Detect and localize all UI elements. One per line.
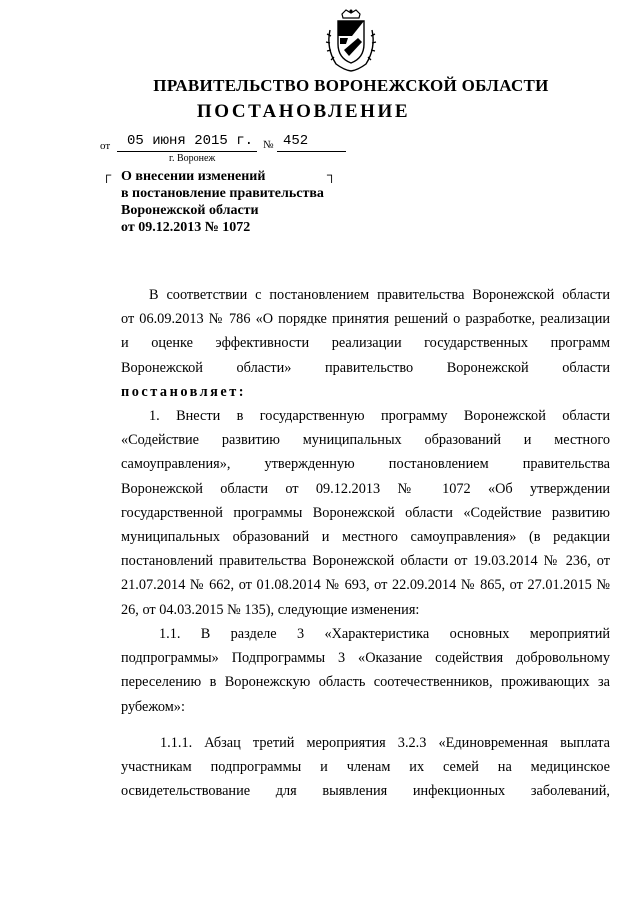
text-line: переселению в Воронежскую область соотечественников, проживающих за: [121, 674, 610, 691]
date-prefix: от: [100, 140, 111, 152]
document-type-title: ПОСТАНОВЛЕНИЕ: [196, 101, 411, 122]
text-line: 26, от 04.03.2015 № 135), следующие изменения:: [121, 601, 420, 618]
text-line: 21.07.2014 № 662, от 01.08.2014 № 693, от 22.09.2014 № 865, от 27.01.2015 №: [121, 577, 610, 594]
subject-line: О внесении изменений: [121, 169, 266, 184]
text-line: «Содействие развитию муниципальных образований и местного: [121, 432, 610, 449]
point-1-1-paragraph: [121, 622, 610, 719]
document-subject: [121, 168, 324, 236]
text-line: и оценке эффективности реализации государственных программ: [121, 335, 610, 352]
number-prefix: №: [263, 139, 274, 151]
bracket-corner-left: ┌: [102, 167, 112, 182]
text-line: 1.1.1. Абзац третий мероприятия 3.2.3 «Единовременная выплата: [160, 735, 610, 751]
text-line: В соответствии с постановлением правительства Воронежской области: [149, 287, 610, 303]
coat-of-arms-emblem: [322, 8, 380, 74]
text-line: 1. Внести в государственную программу Воронежской области: [149, 408, 610, 424]
point-1-1-1-paragraph: [121, 731, 610, 804]
text-line: самоуправления», утвержденную постановлением правительства: [121, 456, 610, 473]
text-line: подпрограммы» Подпрограммы 3 «Оказание содействия добровольному: [121, 650, 610, 667]
text-line: освидетельствование для выявления инфекционных заболеваний,: [121, 783, 610, 800]
text-line: участникам подпрограммы и членам их семей на медицинское: [121, 759, 610, 776]
point-1-paragraph: [121, 404, 610, 622]
text-line: Воронежской области» правительство Воронежской области: [121, 359, 610, 376]
text-line: муниципальных образований и местного самоуправления» (в редакции: [121, 529, 610, 546]
bracket-corner-right: ┐: [327, 167, 337, 182]
text-line: рубежом»:: [121, 698, 185, 715]
subject-line: в постановление правительства: [121, 186, 324, 201]
decree-word: постановляет:: [121, 383, 247, 400]
preamble-paragraph: [121, 283, 610, 404]
text-line: Воронежской области от 09.12.2013 № 1072 «Об утверждении: [121, 480, 610, 497]
text-line: государственной программы Воронежской области «Содействие развитию: [121, 504, 610, 521]
place-of-issue: г. Воронеж: [169, 153, 216, 164]
organization-title: ПРАВИТЕЛЬСТВО ВОРОНЕЖСКОЙ ОБЛАСТИ: [153, 76, 549, 95]
document-date: 05 июня 2015 г.: [127, 133, 254, 149]
text-line: постановлений правительства Воронежской области от 19.03.2014 № 236, от: [121, 553, 610, 570]
subject-line: Воронежской области: [121, 203, 259, 218]
text-line: 1.1. В разделе 3 «Характеристика основных мероприятий: [159, 626, 610, 642]
text-line: от 06.09.2013 № 786 «О порядке принятия решений о разработке, реализации: [121, 311, 610, 328]
subject-line: от 09.12.2013 № 1072: [121, 220, 251, 235]
document-number: 452: [283, 133, 309, 149]
